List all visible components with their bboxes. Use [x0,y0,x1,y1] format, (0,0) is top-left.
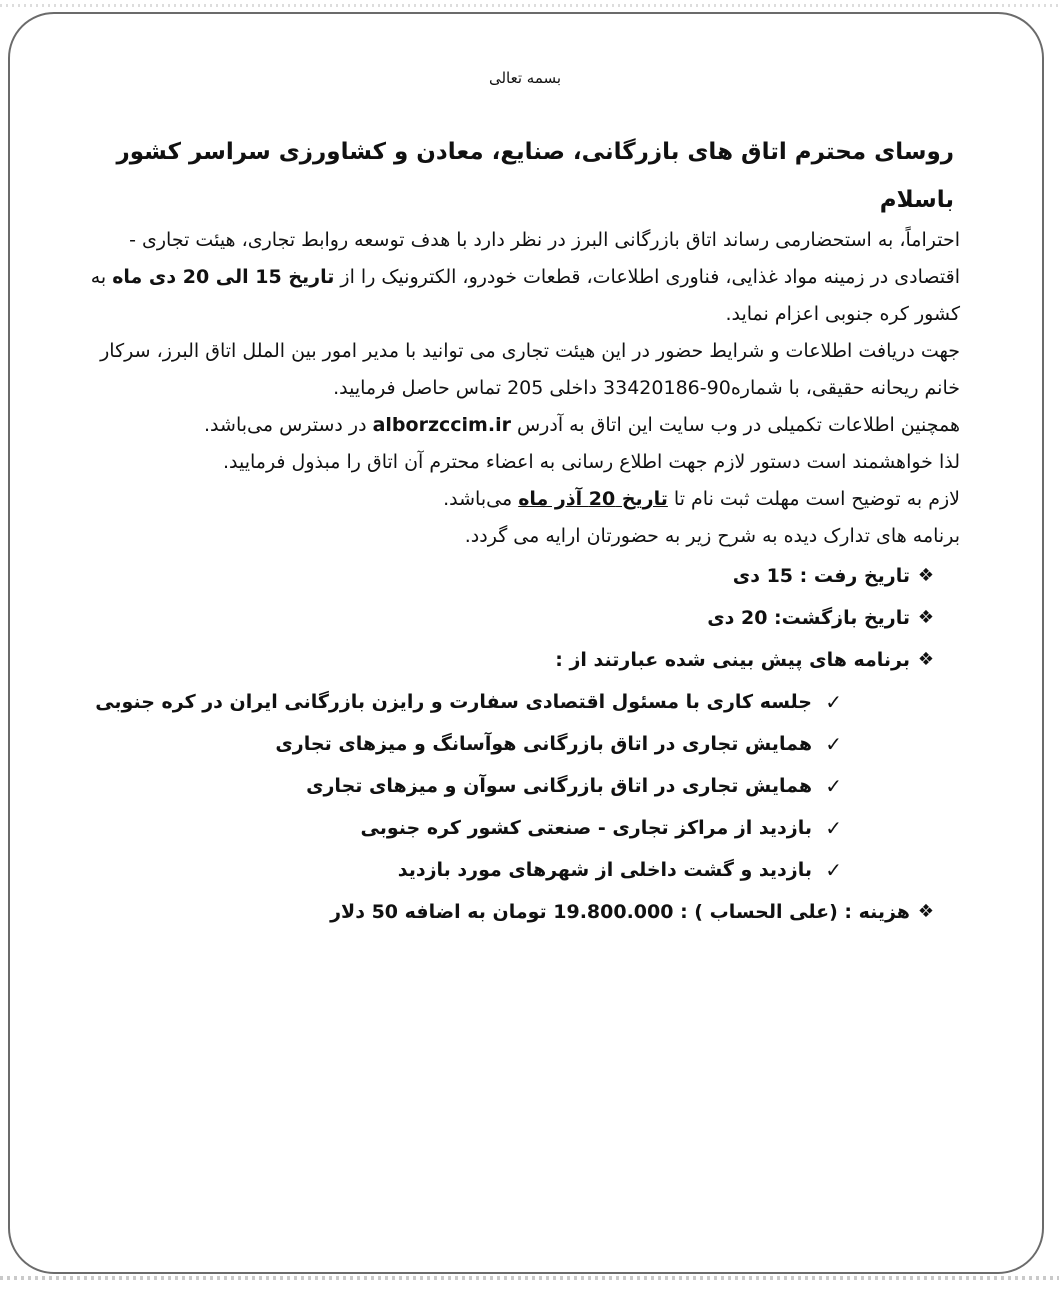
diamond-bullet-icon: ❖ [917,607,934,628]
activity-text: همایش تجاری در اتاق بازرگانی سوآن و میزهای تجاری [306,775,812,797]
greeting: باسلام [879,187,954,213]
departure-text: تاریخ رفت : 15 دی [732,565,910,587]
paragraph-intro [90,222,960,333]
activity-item [90,849,960,891]
diamond-bullet-icon: ❖ [917,649,934,670]
cost-text: هزینه : (علی الحساب ) : 19.800.000 تومان به اضافه 50 دلار [330,901,910,923]
recipient-heading: روسای محترم اتاق های بازرگانی، صنایع، معادن و کشاورزی سراسر کشور [116,139,954,165]
paragraph-request: لذا خواهشمند است دستور لازم جهت اطلاع رسانی به اعضاء محترم آن اتاق را مبذول فرمایید. [222,451,960,473]
activity-item [90,765,960,807]
scan-artifact-top [0,4,1059,7]
activity-text: بازدید و گشت داخلی از شهرهای مورد بازدید [397,859,812,881]
deadline-date: تاریخ 20 آذر ماه [518,488,668,510]
checkmark-icon: ✓ [825,732,842,756]
website-end: در دسترس می‌باشد. [204,414,373,436]
activity-item [90,723,960,765]
deadline-text: لازم به توضیح است مهلت ثبت نام تا [667,488,960,510]
plan-list [90,555,960,681]
scan-artifact-bottom [0,1276,1059,1280]
diamond-bullet-icon: ❖ [917,565,934,586]
diamond-bullet-icon: ❖ [917,901,934,922]
activity-item [90,681,960,723]
activity-text: بازدید از مراکز تجاری - صنعتی کشور کره جنوبی [360,817,812,839]
intro-end: به کشور کره جنوبی اعزام نماید. [90,266,960,325]
paragraph-website [90,407,960,444]
plan-cost [90,891,960,933]
checkmark-icon: ✓ [825,774,842,798]
checkmark-icon: ✓ [825,816,842,840]
paragraph-deadline [90,481,960,518]
website-text: همچنین اطلاعات تکمیلی در وب سایت این اتاق به آدرس [510,414,960,436]
paragraph-program-intro: برنامه های تدارک دیده به شرح زیر به حضورتان ارایه می گردد. [464,525,960,547]
cost-list [90,891,960,933]
plan-programs [90,639,960,681]
paragraph-contact: جهت دریافت اطلاعات و شرایط حضور در این هیئت تجاری می توانید با مدیر امور بین الملل اتاق البرز، سرکار خانم ریحانه حقیقی، با شماره90-33420186 داخلی 205 تماس حاصل فرمایید. [100,340,960,399]
checkmark-icon: ✓ [825,690,842,714]
intro-text: احتراماً، به استحضارمی رساند اتاق بازرگانی البرز در نظر دارد با هدف توسعه روابط تجاری، هیئت تجاری - اقتصادی در زمینه مواد غذایی، فناوری اطلاعات، قطعات خودرو، الکترونیک را از [129,229,960,288]
return-text: تاریخ بازگشت: 20 دی [707,607,910,629]
programs-intro-text: برنامه های پیش بینی شده عبارتند از : [555,649,910,671]
activity-item [90,807,960,849]
checkmark-icon: ✓ [825,858,842,882]
website-link[interactable]: alborzccim.ir [372,414,511,436]
plan-departure [90,555,960,597]
activity-list [90,681,960,891]
trip-dates: تاریخ 15 الی 20 دی ماه [112,266,335,288]
invocation-text: بسمه تعالی [488,69,562,87]
plan-return [90,597,960,639]
deadline-end: می‌باشد. [443,488,519,510]
activity-text: همایش تجاری در اتاق بازرگانی هوآسانگ و میزهای تجاری [275,733,812,755]
activity-text: جلسه کاری با مسئول اقتصادی سفارت و رایزن بازرگانی ایران در کره جنوبی [95,691,812,713]
letter-body [90,60,960,933]
